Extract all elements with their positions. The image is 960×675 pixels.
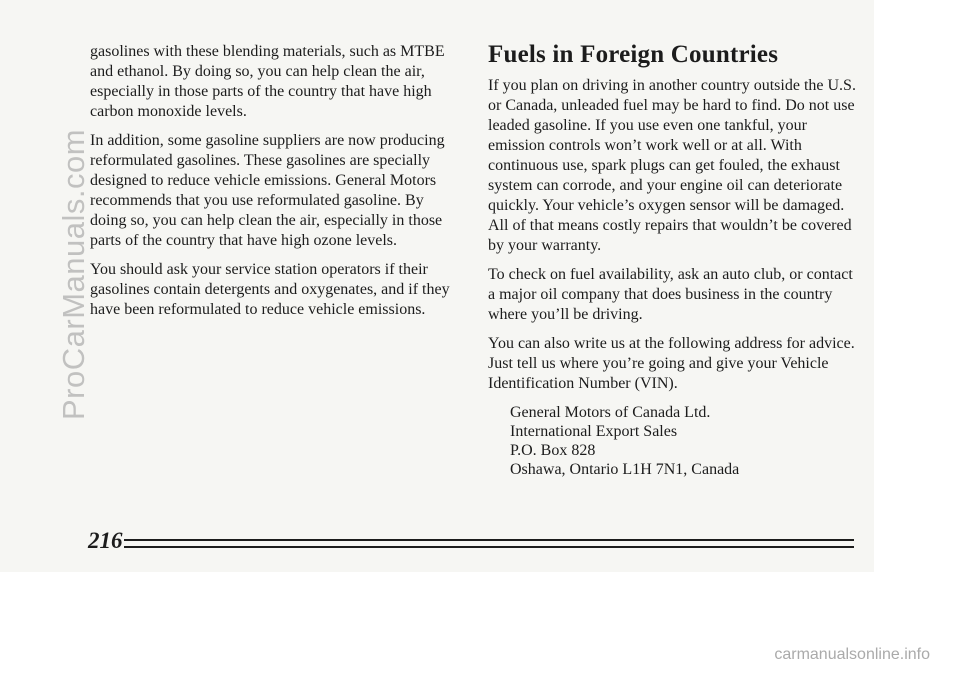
- left-column: [90, 42, 458, 329]
- side-watermark: ProCarManuals.com: [56, 128, 91, 420]
- footer-rule: [124, 539, 854, 541]
- paragraph: If you plan on driving in another country outside the U.S. or Canada, unleaded fuel may be hard to find. Do not use leaded gasoline. If you use even one tankful, your emission controls won’t work well or at all. With continuous use, spark plugs can get fouled, the exhaust system can corrode, and your engine oil can deteriorate quickly. Your vehicle’s oxygen sensor will be damaged. All of that means costly repairs that wouldn’t be covered by your warranty.: [488, 77, 856, 254]
- address-line: General Motors of Canada Ltd.: [510, 404, 711, 421]
- address-line: P.O. Box 828: [510, 442, 596, 459]
- address-line: International Export Sales: [510, 423, 678, 440]
- paragraph: You should ask your service station operators if their gasolines contain detergents and oxygenates, and if they have been reformulated to reduce vehicle emissions.: [90, 261, 450, 318]
- paragraph: You can also write us at the following address for advice. Just tell us where you’re going and give your Vehicle Identification Number (VIN).: [488, 335, 855, 392]
- right-column: [488, 40, 860, 479]
- section-heading: Fuels in Foreign Countries: [488, 41, 779, 68]
- paragraph: To check on fuel availability, ask an auto club, or contact a major oil company that does business in the country where you’ll be driving.: [488, 266, 853, 323]
- bottom-watermark: carmanualsonline.info: [774, 646, 930, 663]
- page-number: 216: [88, 528, 123, 553]
- mailing-address: [510, 403, 860, 479]
- footer-rule: [124, 546, 854, 548]
- paragraph: In addition, some gasoline suppliers are now producing reformulated gasolines. These gasolines are specially designed to reduce vehicle emissions. General Motors recommends that you use reformulated gasoline. By doing so, you can help clean the air, especially in those parts of the country that have high ozone levels.: [90, 132, 445, 249]
- paragraph: gasolines with these blending materials, such as MTBE and ethanol. By doing so, you can help clean the air, especially in those parts of the country that have high carbon monoxide levels.: [90, 43, 445, 120]
- address-line: Oshawa, Ontario L1H 7N1, Canada: [510, 461, 740, 478]
